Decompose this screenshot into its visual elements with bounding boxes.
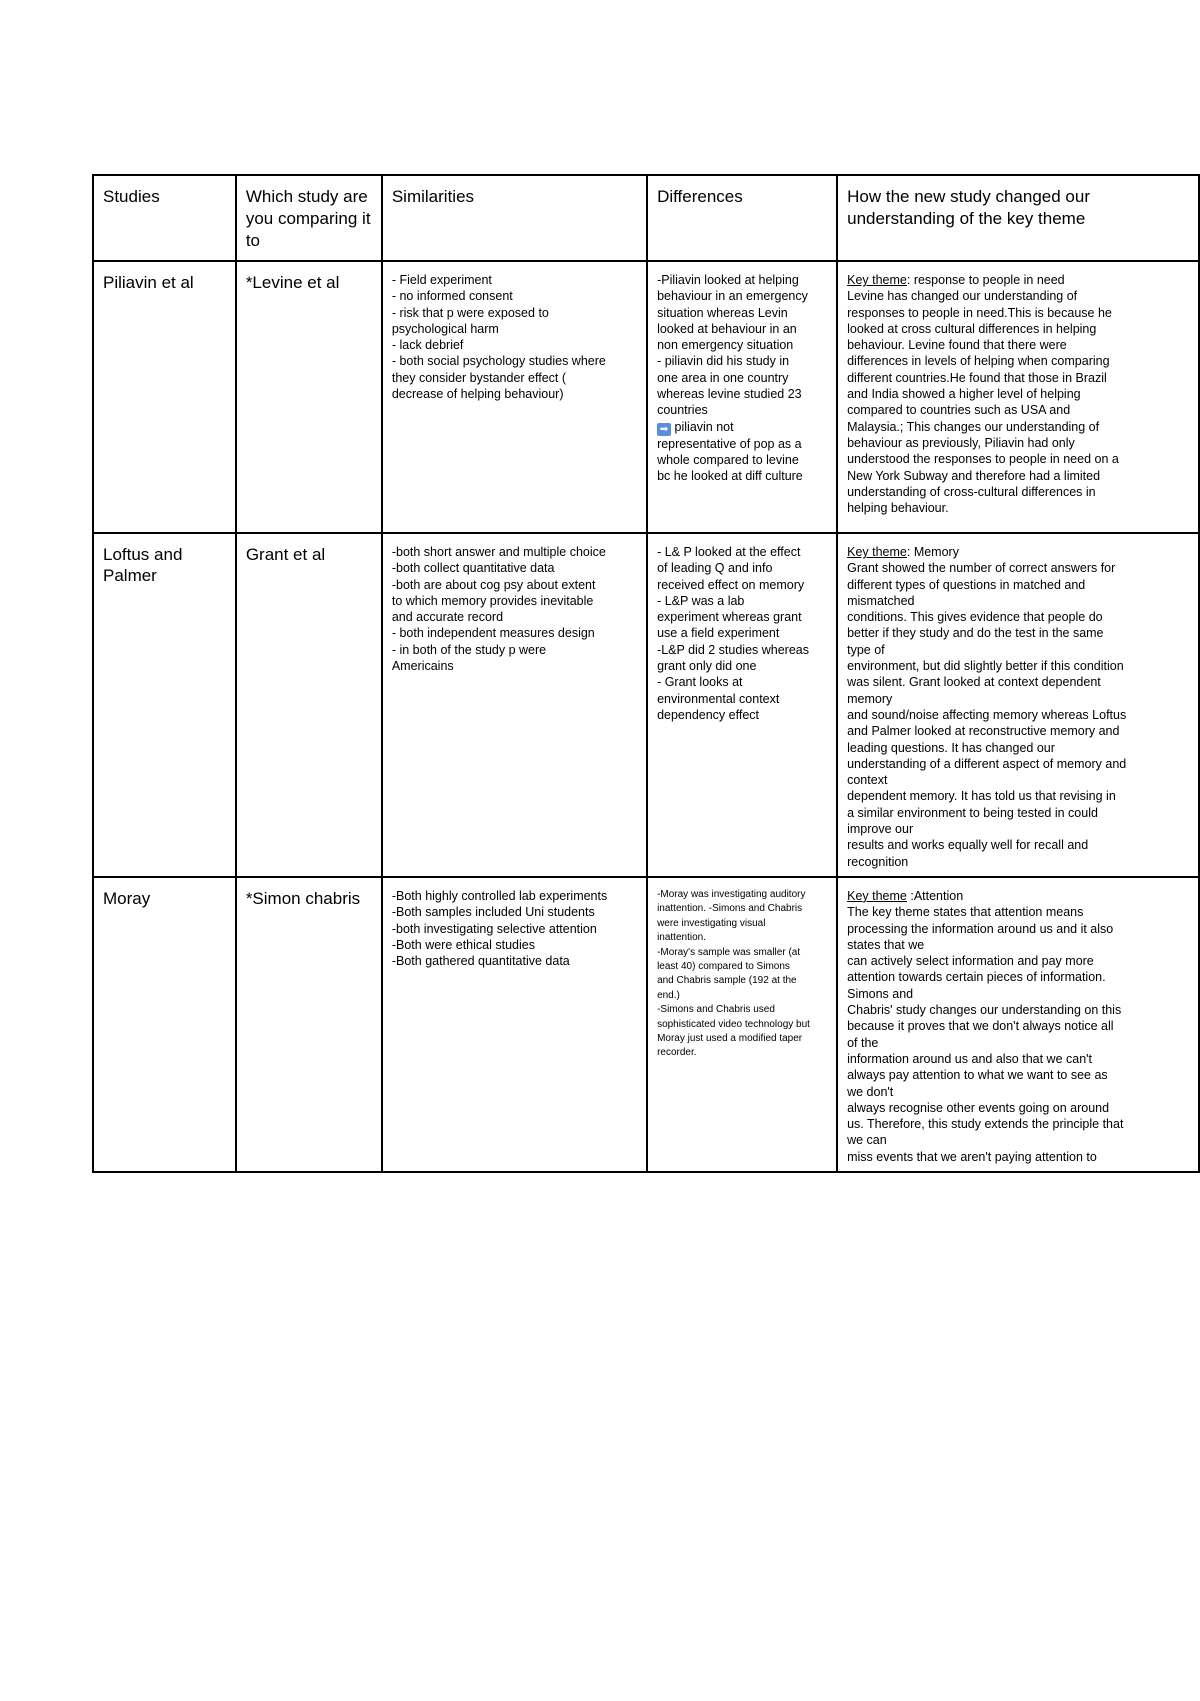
text-line: countries xyxy=(657,403,708,418)
study-name-cell: Moray xyxy=(93,877,236,1172)
key-theme-label: Key theme xyxy=(847,545,907,559)
text-line: Malaysia.; This changes our understanding of xyxy=(847,419,1100,434)
differences-cell xyxy=(647,877,837,1172)
text-line: end.) xyxy=(657,989,680,1001)
compared-study-cell: *Simon chabris xyxy=(236,877,382,1172)
text-line: Grant showed the number of correct answers for xyxy=(847,561,1116,576)
text-line: leading questions. It has changed our xyxy=(847,740,1055,755)
text-line: and accurate record xyxy=(391,610,504,625)
text-line: us. Therefore, this study extends the principle that xyxy=(847,1117,1124,1132)
compared-study-cell: *Levine et al xyxy=(236,261,382,533)
study-name-cell: Loftus and Palmer xyxy=(93,533,236,877)
text-line: - no informed consent xyxy=(391,289,513,304)
text-line: different types of questions in matched and xyxy=(847,577,1086,592)
text-line: and Chabris sample (192 at the xyxy=(657,975,797,987)
text-line: responses to people in need.This is because he xyxy=(847,305,1112,320)
text-line: The key theme states that attention means xyxy=(847,905,1084,920)
key-theme-label: Key theme xyxy=(847,888,907,903)
text-line: recognition xyxy=(847,854,909,869)
text-line: -both investigating selective attention xyxy=(391,921,597,936)
right-arrow-icon: ➡ xyxy=(657,423,671,436)
text-line: -both are about cog psy about extent xyxy=(391,577,596,592)
text-line: conditions. This gives evidence that people do xyxy=(847,610,1103,625)
text-line: one area in one country xyxy=(657,370,789,385)
key-theme-cell: Key theme :Attention The key theme states that attention means processing the information around us and it also states that we can actively select information and pay more attention towards certain pieces of information. Simons and Chabris' study changes our understanding on this because it proves that we don't always notice all of the information around us and also that we can't always pay attention to what we want to see as we don't always recognise other events going on around us. Therefore, this study extends the principle that we can miss events that we aren't paying attention to xyxy=(837,877,1199,1172)
text-line: type of xyxy=(847,642,885,657)
text-line: - in both of the study p were xyxy=(391,642,547,657)
text-line: -Moray's sample was smaller (at xyxy=(657,946,801,958)
text-line: mismatched xyxy=(847,593,915,608)
text-line: -Moray was investigating auditory xyxy=(657,888,806,900)
text-line: use a field experiment xyxy=(657,626,780,641)
text-line: helping behaviour. xyxy=(847,501,949,516)
text-line: behaviour as previously, Piliavin had only xyxy=(847,435,1075,450)
text-line: different countries.He found that those in Brazil xyxy=(847,370,1107,385)
text-line: context xyxy=(847,773,888,788)
text-line: Moray just used a modified taper xyxy=(657,1033,803,1044)
text-line: of leading Q and info xyxy=(657,561,773,576)
text-line: states that we xyxy=(847,937,925,952)
text-line: inattention. -Simons and Chabris xyxy=(657,903,803,915)
text-line: environment, but did slightly better if this condition xyxy=(847,659,1124,674)
key-theme-label: Key theme xyxy=(847,273,907,287)
text-line: Chabris' study changes our understanding on this xyxy=(847,1003,1122,1018)
study-name-cell: Piliavin et al xyxy=(93,261,236,533)
text-line: and sound/noise affecting memory whereas Loftus xyxy=(847,707,1127,722)
text-line: -L&P did 2 studies whereas xyxy=(657,642,810,657)
text-line: - Grant looks at xyxy=(657,675,743,690)
text-line: -Both highly controlled lab experiments xyxy=(391,888,608,903)
table-row xyxy=(93,533,1199,877)
text-line: decrease of helping behaviour) xyxy=(391,387,564,402)
text-line: - lack debrief xyxy=(391,338,464,353)
text-line: -Simons and Chabris used xyxy=(657,1004,775,1016)
table-row xyxy=(93,261,1199,533)
text-line: received effect on memory xyxy=(657,577,805,592)
text-line: - L& P looked at the effect xyxy=(657,545,801,559)
text-line: improve our xyxy=(847,822,914,837)
text-line: - both independent measures design xyxy=(391,626,595,641)
similarities-cell xyxy=(382,533,647,877)
text-line: always recognise other events going on around xyxy=(847,1100,1110,1115)
text-line: grant only did one xyxy=(657,659,757,674)
differences-cell: -Piliavin looked at helping behaviour in an emergency situation whereas Levin looked at behaviour in an non emergency situation - piliavin did his study in one area in one country whereas levine studied 23 countries ➡ piliavin not representative of pop as a whole compared to levine bc he looked at diff culture xyxy=(647,261,837,533)
text-line: attention towards certain pieces of information. xyxy=(847,970,1106,985)
text-line: looked at behaviour in an xyxy=(657,321,797,336)
text-line: representative of pop as a xyxy=(657,436,802,451)
text-line: dependent memory. It has told us that revising in xyxy=(847,789,1116,804)
text-line: compared to countries such as USA and xyxy=(847,403,1071,418)
text-line: memory xyxy=(847,691,893,706)
text-line: and India showed a higher level of helping xyxy=(847,387,1081,402)
text-line: - L&P was a lab xyxy=(657,593,745,608)
header-studies: Studies xyxy=(93,175,236,261)
text-line: whole compared to levine xyxy=(657,452,799,467)
text-line: dependency effect xyxy=(657,707,759,722)
text-line: we don't xyxy=(847,1084,894,1099)
header-how-changed: How the new study changed our understanding of the key theme xyxy=(837,175,1199,261)
text-line: we can xyxy=(847,1133,887,1148)
text-line: Levine has changed our understanding of xyxy=(847,289,1078,304)
text-line: a similar environment to being tested in could xyxy=(847,805,1098,820)
text-line: understood the responses to people in need on a xyxy=(847,452,1119,467)
text-line: were investigating visual xyxy=(657,917,766,929)
text-line: they consider bystander effect ( xyxy=(391,370,567,385)
text-line: -both collect quantitative data xyxy=(391,561,555,576)
text-line: always pay attention to what we want to see as xyxy=(847,1068,1108,1083)
text-line: processing the information around us and it also xyxy=(847,921,1114,936)
text-line: experiment whereas grant xyxy=(657,610,802,625)
comparison-table xyxy=(92,174,1200,1173)
text-line: differences in levels of helping when comparing xyxy=(847,354,1110,369)
header-similarities: Similarities xyxy=(382,175,647,261)
text-line: New York Subway and therefore had a limited xyxy=(847,468,1101,483)
text-line: least 40) compared to Simons xyxy=(657,960,790,972)
text-line: non emergency situation xyxy=(657,338,794,353)
header-row xyxy=(93,175,1199,261)
similarities-cell xyxy=(382,261,647,533)
text-line: whereas levine studied 23 xyxy=(657,387,802,402)
text-line: Americains xyxy=(391,659,454,674)
text-line: sophisticated video technology but xyxy=(657,1018,810,1030)
text-line: understanding of cross-cultural differences in xyxy=(847,484,1096,499)
similarities-cell xyxy=(382,877,647,1172)
text-line: situation whereas Levin xyxy=(657,305,788,320)
text-line: -Both samples included Uni students xyxy=(391,905,595,920)
text-line: miss events that we aren't paying attention to xyxy=(847,1149,1097,1164)
text-line: can actively select information and pay more xyxy=(847,954,1094,969)
text-line: - both social psychology studies where xyxy=(391,354,606,369)
text-line: of the xyxy=(847,1035,879,1050)
table-row xyxy=(93,877,1199,1172)
header-which-study: Which study are you comparing it to xyxy=(236,175,382,261)
text-line: psychological harm xyxy=(391,321,499,336)
text-line: bc he looked at diff culture xyxy=(657,469,803,484)
text-line: understanding of a different aspect of memory and xyxy=(847,756,1127,771)
text-line: better if they study and do the test in the same xyxy=(847,626,1104,641)
key-theme-cell: Key theme: Memory Grant showed the number of correct answers for different types of questions in matched and mismatched conditions. This gives evidence that people do better if they study and do the test in the same type of environment, but did slightly better if this condition was silent. Grant looked at context dependent memory and sound/noise affecting memory whereas Loftus and Palmer looked at reconstructive memory and leading questions. It has changed our understanding of a different aspect of memory and context dependent memory. It has told us that revising in a similar environment to being tested in could improve our results and works equally well for recall and recognition xyxy=(837,533,1199,877)
text-line: -Both gathered quantitative data xyxy=(391,954,570,969)
header-differences: Differences xyxy=(647,175,837,261)
text-line: - piliavin did his study in xyxy=(657,354,790,369)
text-line: inattention. xyxy=(657,932,706,944)
text-line: behaviour in an emergency xyxy=(657,289,808,304)
key-theme-cell: Key theme: response to people in need Levine has changed our understanding of responses to people in need.This is because he looked at cross cultural differences in helping behaviour. Levine found that there were differences in levels of helping when comparing different countries.He found that those in Brazil and India showed a higher level of helping compared to countries such as USA and Malaysia.; This changes our understanding of behaviour as previously, Piliavin had only understood the responses to people in need on a New York Subway and therefore had a limited understanding of cross-cultural differences in helping behaviour. xyxy=(837,261,1199,533)
text-line: -Both were ethical studies xyxy=(391,937,535,952)
text-line: - risk that p were exposed to xyxy=(391,305,549,320)
text-line: was silent. Grant looked at context dependent xyxy=(847,675,1101,690)
text-line: because it proves that we don't always notice all xyxy=(847,1019,1114,1034)
text-line: -Piliavin looked at helping xyxy=(657,273,799,287)
differences-cell xyxy=(647,533,837,877)
text-line: Simons and xyxy=(847,986,914,1001)
text-line: recorder. xyxy=(657,1047,697,1059)
text-line: and Palmer looked at reconstructive memory and xyxy=(847,724,1120,739)
text-line: environmental context xyxy=(657,691,780,706)
text-line: -both short answer and multiple choice xyxy=(391,545,606,559)
text-line: looked at cross cultural differences in helping xyxy=(847,321,1097,336)
text-line: behaviour. Levine found that there were xyxy=(847,338,1067,353)
text-line: results and works equally well for recall and xyxy=(847,838,1089,853)
text-line: information around us and also that we can't xyxy=(847,1051,1093,1066)
text-line: to which memory provides inevitable xyxy=(391,593,594,608)
compared-study-cell: Grant et al xyxy=(236,533,382,877)
text-line: - Field experiment xyxy=(391,273,492,287)
